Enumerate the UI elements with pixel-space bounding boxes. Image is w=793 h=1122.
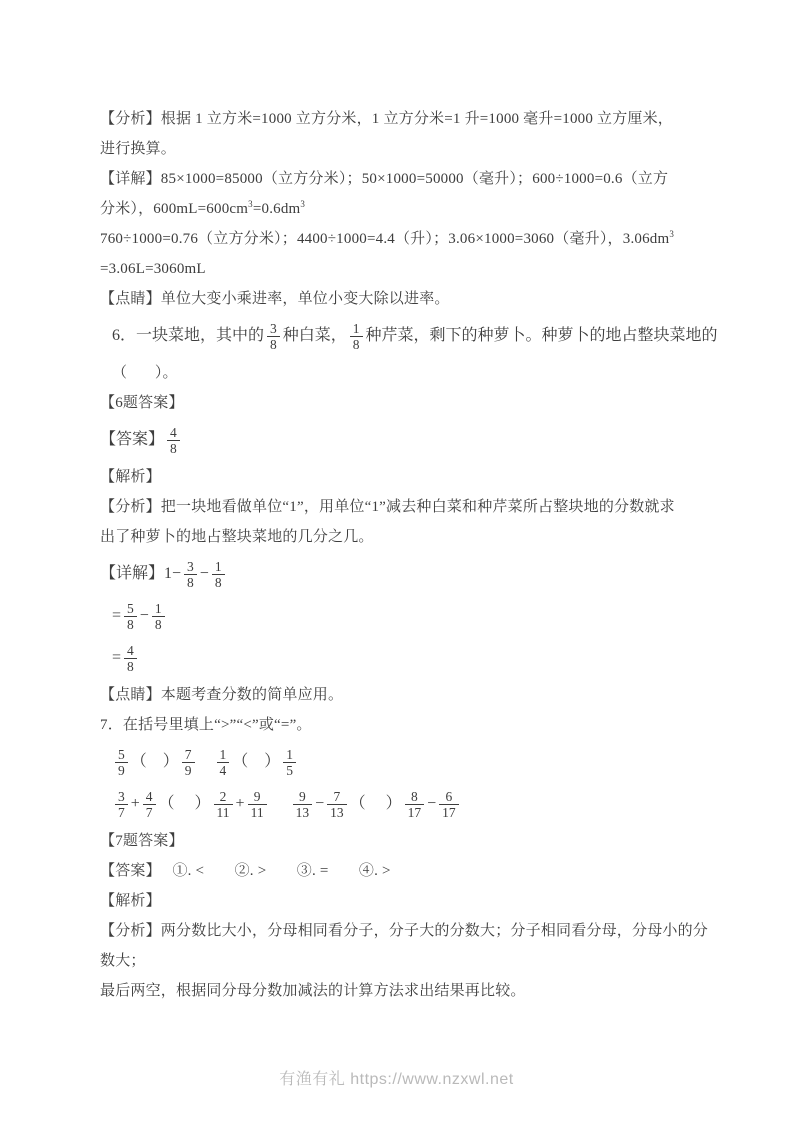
text-run: −: [315, 795, 325, 812]
fraction-denominator: 17: [405, 804, 425, 820]
q6-detail-line-2: [100, 596, 705, 636]
q6-note: [100, 680, 705, 710]
fraction-denominator: 8: [350, 336, 363, 352]
text-run: 【分析】根据 1 立方米=1000 立方分米，1 立方分米=1 升=1000 毫升=1000 立方厘米，: [100, 111, 673, 127]
q5-detail-line-3: [100, 224, 705, 254]
text-run: 种芹菜，剩下的种萝卜。种萝卜的地占整块菜地的: [365, 327, 718, 344]
fraction: [115, 789, 128, 820]
fraction-denominator: 7: [143, 804, 156, 820]
text-run: （ ）: [349, 795, 402, 812]
q7-analysis-line-2: [100, 946, 705, 976]
page-footer: [0, 1066, 793, 1089]
text-run: −: [199, 565, 209, 582]
text-run: （ ）: [232, 753, 281, 770]
q7-question: [100, 710, 705, 740]
fraction-denominator: 7: [115, 804, 128, 820]
q6-question-line-1: [100, 316, 718, 356]
fraction-numerator: 9: [253, 788, 261, 804]
fraction: [212, 559, 225, 590]
text-run: 分米），600mL=600cm: [100, 201, 249, 217]
q7-analysis-line-3: [100, 976, 705, 1006]
text-run: 【点睛】本题考查分数的简单应用。: [100, 687, 344, 703]
fraction-numerator: 9: [298, 788, 306, 804]
superscript: 3: [669, 229, 675, 239]
fraction: [184, 559, 197, 590]
fraction-denominator: 8: [184, 574, 197, 590]
text-run: +: [235, 795, 245, 812]
fraction: [283, 747, 296, 778]
q6-explain-header: [100, 462, 705, 492]
text-run: 进行换算。: [100, 141, 177, 157]
footer-watermark: 有渔有礼 https://www.nzxwl.net: [279, 1071, 514, 1088]
fraction-numerator: 3: [187, 558, 194, 574]
text-run: 【解析】: [100, 469, 161, 485]
q7-answer-header: [100, 826, 705, 856]
fraction-numerator: 4: [170, 424, 177, 440]
fraction: [439, 789, 459, 820]
fraction-numerator: 4: [145, 788, 153, 804]
q6-analysis-line-1: [100, 492, 705, 522]
fraction-denominator: 11: [214, 804, 233, 820]
fraction-numerator: 7: [333, 788, 341, 804]
q7-analysis-line-1: [100, 916, 709, 946]
fraction-numerator: 5: [118, 746, 125, 762]
fraction-denominator: 9: [115, 762, 128, 778]
fraction: [214, 789, 233, 820]
text-run: 6．一块菜地，其中的: [112, 327, 265, 344]
q5-detail-line-2: [100, 194, 705, 224]
fraction-denominator: 13: [327, 804, 347, 820]
superscript: 3: [248, 199, 253, 209]
text-run: 出了种萝卜的地占整块菜地的几分之几。: [100, 529, 374, 545]
fraction-denominator: 8: [267, 336, 280, 352]
q6-detail-line-3: [100, 638, 705, 678]
fraction-numerator: 1: [154, 600, 162, 616]
fraction-denominator: 11: [248, 804, 267, 820]
q5-analysis-line-1: [100, 104, 705, 134]
text-run: （ ）: [130, 753, 179, 770]
text-run: =3.06L=3060mL: [100, 261, 206, 277]
text-run: 760÷1000=0.76（立方分米）；4400÷1000=4.4（升）；3.06×1000=3060（毫升），3.06dm: [100, 231, 670, 247]
fraction-numerator: 5: [127, 600, 134, 616]
fraction-denominator: 5: [283, 762, 296, 778]
fraction: [143, 789, 156, 820]
text-run: 【点睛】单位大变小乘进率，单位小变大除以进率。: [100, 291, 450, 307]
fraction-numerator: 3: [270, 320, 277, 336]
text-run: −: [139, 607, 149, 624]
text-run: 最后两空，根据同分母分数加减法的计算方法求出结果再比较。: [100, 983, 526, 999]
text-run: [198, 752, 214, 772]
fraction: [124, 643, 137, 674]
text-run: 【答案】 ①. < ②. > ③. = ④. >: [100, 863, 391, 879]
fraction-denominator: 4: [217, 762, 230, 778]
text-run: 【详解】85×1000=85000（立方分米）；50×1000=50000（毫升）；600÷1000=0.6（立方: [100, 171, 669, 187]
fraction: [124, 601, 137, 632]
text-run: 【解析】: [100, 893, 161, 909]
text-run: 数大；: [100, 953, 146, 969]
fraction-denominator: 8: [212, 574, 225, 590]
text-run: +: [130, 795, 140, 812]
q6-answer: [100, 420, 705, 460]
fraction: [115, 747, 128, 778]
fraction: [217, 747, 230, 778]
fraction: [327, 789, 347, 820]
q5-detail-line-1: [100, 164, 705, 194]
text-run: （ ）: [158, 795, 211, 812]
text-run: =: [112, 649, 122, 666]
fraction-denominator: 8: [167, 440, 180, 456]
fraction-numerator: 1: [219, 746, 227, 762]
fraction-numerator: 3: [118, 788, 125, 804]
q6-question-line-2: [100, 358, 705, 388]
text-run: 种白菜，: [282, 327, 347, 344]
fraction-numerator: 7: [184, 746, 192, 762]
q6-detail-line-1: [100, 554, 705, 594]
fraction: [182, 747, 195, 778]
text-run: 【答案】: [100, 431, 165, 448]
fraction: [152, 601, 165, 632]
fraction-denominator: 17: [439, 804, 459, 820]
text-run: （ ）。: [112, 365, 178, 381]
fraction-numerator: 1: [286, 746, 294, 762]
fraction-numerator: 1: [352, 320, 360, 336]
text-run: −: [427, 795, 437, 812]
text-run: 【6题答案】: [100, 395, 184, 411]
fraction-denominator: 8: [152, 616, 165, 632]
fraction: [405, 789, 425, 820]
fraction: [248, 789, 267, 820]
q6-answer-header: [100, 388, 705, 418]
q7-items-row-2: [100, 784, 705, 824]
q7-items-row-1: [100, 742, 705, 782]
text-run: 7．在括号里填上“>”“<”或“=”。: [100, 717, 312, 733]
text-run: 【分析】把一块地看做单位“1”，用单位“1”减去种白菜和种芹菜所占整块地的分数就求: [100, 499, 675, 515]
text-run: 【详解】1−: [100, 565, 182, 582]
fraction-numerator: 1: [214, 558, 222, 574]
fraction-numerator: 6: [445, 788, 453, 804]
text-run: 【分析】两分数比大小，分母相同看分子，分子大的分数大；分子相同看分母，分母小的分: [100, 923, 709, 939]
text-run: 【7题答案】: [100, 833, 184, 849]
fraction-numerator: 2: [219, 788, 227, 804]
fraction-denominator: 13: [293, 804, 313, 820]
fraction-numerator: 8: [411, 788, 418, 804]
fraction: [350, 321, 363, 352]
text-run: [270, 794, 290, 814]
q5-detail-line-4: [100, 254, 705, 284]
q6-analysis-line-2: [100, 522, 705, 552]
q5-note: [100, 284, 705, 314]
q5-analysis-line-2: [100, 134, 705, 164]
fraction: [267, 321, 280, 352]
q7-answer: [100, 856, 705, 886]
fraction: [293, 789, 313, 820]
text-run: =: [112, 607, 122, 624]
q7-explain-header: [100, 886, 705, 916]
fraction-denominator: 8: [124, 658, 137, 674]
fraction-denominator: 9: [182, 762, 195, 778]
text-run: =0.6dm: [252, 201, 301, 217]
fraction-denominator: 8: [124, 616, 137, 632]
fraction-numerator: 4: [127, 642, 134, 658]
fraction: [167, 425, 180, 456]
superscript: 3: [300, 199, 306, 209]
